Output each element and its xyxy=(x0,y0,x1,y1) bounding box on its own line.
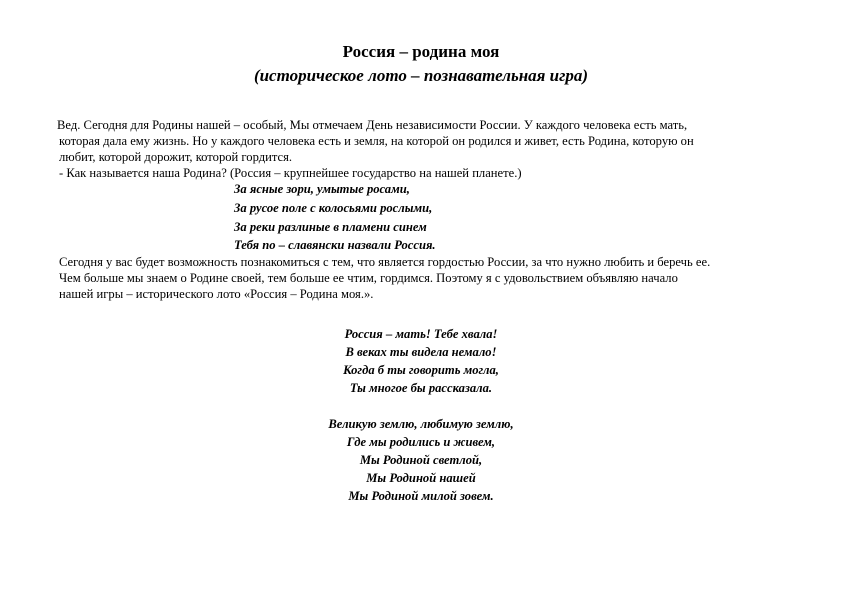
poem-line: Великую землю, любимую землю, xyxy=(328,417,514,431)
poem-line: Ты многое бы рассказала. xyxy=(349,381,493,395)
poem-line: За русое поле с колосьями рослыми, xyxy=(234,201,433,215)
intro-line: любит, которой дорожит, которой гордится. xyxy=(59,150,293,164)
poem-line: За ясные зори, умытые росами, xyxy=(234,182,410,196)
poem-line: Россия – мать! Тебе хвала! xyxy=(344,327,498,341)
poem-line: За реки разлиные в пламени синем xyxy=(234,220,427,234)
intro-line: - Как называется наша Родина? (Россия – крупнейшее государство на нашей планете.) xyxy=(59,166,522,180)
poem-line: Мы Родиной светлой, xyxy=(359,453,483,467)
document-title: Россия – родина моя xyxy=(342,42,500,61)
poem-line: В веках ты видела немало! xyxy=(345,345,497,359)
poem-line: Где мы родились и живем, xyxy=(346,435,496,449)
poem-line: Тебя по – славянски назвали Россия. xyxy=(234,238,436,252)
poem-line: Мы Родиной нашей xyxy=(366,471,476,485)
poem-line: Когда б ты говорить могла, xyxy=(343,363,499,377)
document-subtitle: (историческое лото – познавательная игра) xyxy=(253,66,589,85)
intro-line: Вед. Сегодня для Родины нашей – особый, Мы отмечаем День независимости России. У каждого человека есть мать, xyxy=(57,118,688,132)
middle-line: нашей игры – исторического лото «Россия – Родина моя.». xyxy=(59,287,374,301)
intro-line: которая дала ему жизнь. Но у каждого человека есть и земля, на которой он родился и живет, есть Родина, которую он xyxy=(59,134,694,148)
middle-line: Сегодня у вас будет возможность познакомиться с тем, что является гордостью России, за что нужно любить и беречь ее. xyxy=(59,255,711,269)
middle-line: Чем больше мы знаем о Родине своей, тем больше ее чтим, гордимся. Поэтому я с удовольствием объявляю начало xyxy=(59,271,678,285)
poem-line: Мы Родиной милой зовем. xyxy=(348,489,494,503)
